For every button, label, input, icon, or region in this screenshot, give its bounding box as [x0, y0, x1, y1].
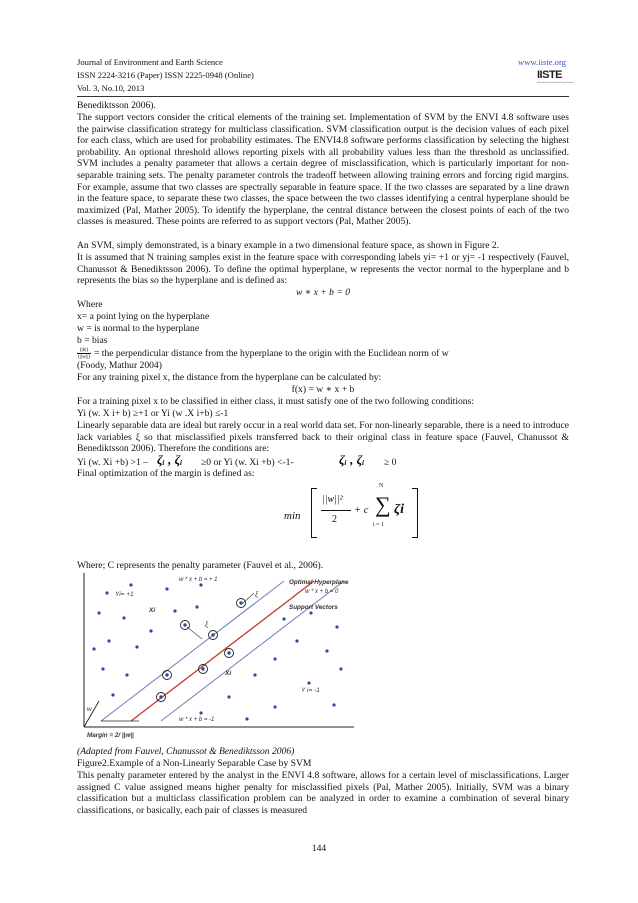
data-point [111, 693, 114, 696]
data-point [339, 667, 342, 670]
equation-hyperplane: w ∗ x + b = 0 [295, 287, 351, 298]
paragraph-3: An SVM, simply demonstrated, is a binary example in a two dimensional feature space, as shown in Figure 2. [77, 240, 500, 251]
data-point [92, 647, 95, 650]
figure-caption: Figure2.Example of a Non-Linearly Separable Case by SVM [77, 758, 312, 769]
paragraph-9: Where; C represents the penalty parameter (Fauvel et al., 2006). [77, 560, 324, 571]
label-eq-top: w * x + b = + 1 [179, 577, 218, 583]
formula-plus-c: + c [354, 505, 369, 516]
label-slack-top: ξ [255, 592, 259, 599]
formula-right-bracket [412, 488, 418, 538]
formula-sum-sign: ∑ [375, 492, 391, 517]
label-w: w [87, 706, 92, 713]
paragraph-5: For any training pixel x, the distance from the hyperplane can be calculated by: [77, 372, 382, 383]
condition-nonseparable-c: ≥ 0 [384, 457, 397, 468]
data-point [173, 609, 176, 612]
paragraph-7: Linearly separable data are ideal but rarely occur in a real world data set. For non-linearly separable, there is a need to introduce lack variables ξ so that misclassified pixels transferred back to their original class in feature space (Fauvel, Chanussot & Benediktsson 2006). Therefore the conditions are: [77, 420, 569, 455]
data-point [125, 673, 128, 676]
label-support-vectors: Support Vectors [289, 604, 338, 611]
iiste-logo-text: IISTE [537, 69, 563, 81]
label-optimal-hyperplane: Optimal Hyperplane [289, 579, 349, 586]
data-point [105, 591, 108, 594]
data-point [332, 703, 335, 706]
paragraph-4: It is assumed that N training samples exist in the feature space with corresponding labels yi= +1 or yj= -1 respectively (Fauvel, Chanussot & Benediktsson 2006). To define the optimal hyperplane, w represents the vector normal to the hyperplane and b represents the bias so the hyperplane and is defined as: [77, 252, 569, 287]
data-point [325, 649, 328, 652]
fraction-numerator: (|b|) [79, 347, 89, 353]
data-point [199, 711, 202, 714]
equation-distance: f(x) = w ∗ x + b [291, 384, 355, 395]
paragraph-10: This penalty parameter entered by the analyst in the ENVI 4.8 software, allows for a certain level of misclassifications. Larger assigned C value assigned means higher penalty for misclassified pixels (Pal, Mather 2005). Initially, SVM was a binary classification but a multiclass classification problem can be analyzed in order to examine a combination of several binary classifications, or basically, each pair of classes is measured [77, 770, 569, 816]
journal-url-link[interactable]: www.iiste.org [518, 57, 566, 67]
data-point [101, 667, 104, 670]
slack-variables-a: ζᵢ , ζᵢ [157, 452, 183, 467]
formula-sum-upper: N [379, 483, 384, 489]
data-point [97, 611, 100, 614]
condition-nonseparable-b: ≥0 or Yi (w. Xi +b) <-1- [201, 457, 294, 468]
data-point [335, 625, 338, 628]
data-point [135, 645, 138, 648]
data-point [253, 673, 256, 676]
distance-fraction [77, 347, 91, 360]
data-point [122, 616, 125, 619]
data-point [227, 695, 230, 698]
optimization-formula [284, 478, 424, 554]
label-margin: Margin = 2/ ||w|| [87, 732, 134, 739]
paragraph-2: The support vectors consider the critical elements of the training set. Implementation of SVM by the ENVI 4.8 software uses the pairwise classification strategy for multiclass classification. SVM classification output is the decision values of each pixel for each class, which are used for probability estimates. The ENVI4.8 software performs classification by selecting the highest probability. An optional threshold allows reporting pixels with all probability values less than the threshold as unclassified. SVM includes a penalty parameter that allows a certain degree of misclassification, which is particularly important for non-separable training sets. The penalty parameter controls the tradeoff between allowing training errors and forcing rigid margins. For example, assume that two classes are spectrally separable in feature space. If the two classes are separated by a line drawn in the feature space, to separate these two classes, the space between the two classes identifying a central hyperplane should be maximized (Pal, Mather 2005). To identify the hyperplane, the central distance between the closest points of each of the two classes is measured. These points are referred to as support vectors (Pal, Mather 2005). [77, 112, 569, 228]
data-point [273, 705, 276, 708]
data-point [273, 657, 276, 660]
formula-denominator: 2 [332, 514, 337, 525]
label-eq-bottom: w * x + b = -1 [179, 717, 215, 723]
label-eq-mid: w * x + b = 0 [305, 589, 339, 595]
condition-nonseparable-a: Yi (w. Xi +b) >1 – [77, 457, 148, 468]
definition-b: b = bias [77, 335, 108, 346]
citation-foody: (Foody, Mathur 2004) [77, 360, 162, 371]
formula-left-bracket [311, 488, 317, 538]
paragraph-8: Final optimization of the margin is defined as: [77, 468, 255, 479]
volume-line: Vol. 3, No.10, 2013 [77, 83, 145, 93]
data-point [309, 611, 312, 614]
slack-variables-b: ζᵢ , ζᵢ [339, 452, 365, 467]
definition-x: x= a point lying on the hyperplane [77, 311, 210, 322]
where-label: Where [77, 299, 103, 310]
figure-source: (Adapted from Fauvel, Chanussot & Benediktsson 2006) [77, 746, 295, 757]
data-point [195, 605, 198, 608]
iiste-logo-subtitle: International Knowledge Sharing Platform [537, 82, 574, 84]
formula-fraction-bar [321, 510, 351, 511]
distance-definition: = the perpendicular distance from the hyperplane to the origin with the Euclidean norm of w [94, 348, 449, 359]
data-point [107, 639, 110, 642]
data-point [307, 681, 310, 684]
formula-min: min [284, 510, 301, 522]
data-point [129, 583, 132, 586]
header-rule [77, 96, 569, 97]
data-point [149, 629, 152, 632]
label-xi-top: Xi [149, 607, 156, 614]
label-slack-mid: ξ [205, 622, 209, 629]
condition-separable: Yi (w. X i+ b) ≥+1 or Yi (w .X i+b) ≤-1 [77, 408, 229, 419]
label-class-negative: Y i= -1 [301, 687, 320, 694]
data-point [282, 617, 285, 620]
svm-figure [79, 571, 359, 741]
data-point [165, 587, 168, 590]
issn-line: ISSN 2224-3216 (Paper) ISSN 2225-0948 (Online) [77, 70, 254, 80]
formula-sum-lower: i = 1 [373, 522, 385, 528]
page-number: 144 [311, 843, 327, 854]
formula-slack: ζi [394, 502, 405, 517]
data-point [245, 717, 248, 720]
definition-w: w = is normal to the hyperplane [77, 323, 200, 334]
formula-norm: ||w||² [322, 494, 343, 505]
label-xi-bottom: Xi [225, 670, 232, 677]
fraction-denominator: (||w||) [77, 354, 91, 360]
paragraph-6: For a training pixel x to be classified in either class, it must satisfy one of the two following conditions: [77, 396, 475, 407]
paragraph-1: Benediktsson 2006). [77, 100, 156, 111]
data-point [199, 583, 202, 586]
label-class-positive: Yi= +1 [115, 591, 134, 598]
data-point [295, 639, 298, 642]
journal-title: Journal of Environment and Earth Science [77, 57, 223, 67]
iiste-logo [537, 68, 574, 90]
